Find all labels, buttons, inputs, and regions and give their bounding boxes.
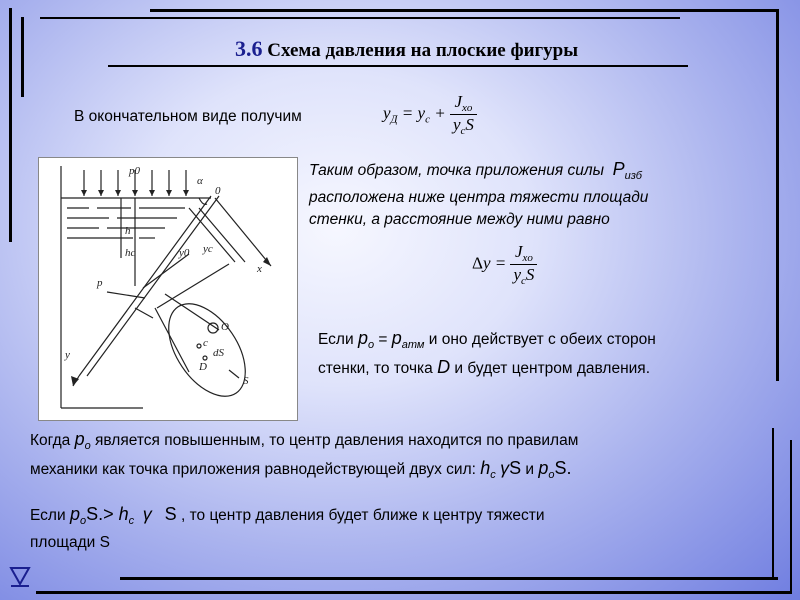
para3-S: S <box>509 458 522 478</box>
title-number: 3.6 <box>235 36 263 61</box>
para3-p-sub: o <box>84 440 91 452</box>
para2-D: D <box>437 357 451 377</box>
para3-gamma: γ <box>500 458 510 478</box>
label-c: c <box>203 337 208 349</box>
para1-line-a: Таким образом, точка приложения силы <box>309 162 605 179</box>
para4-h: h <box>118 504 129 524</box>
label-y: y <box>65 349 70 361</box>
label-p0: p0 <box>129 165 140 177</box>
para4-b: , то центр давления будет ближе к центру тяжести <box>176 507 545 524</box>
navigation-triangle-icon[interactable] <box>9 565 31 587</box>
para4-p-sub: o <box>79 515 87 527</box>
paragraph-center-pressure <box>318 327 774 380</box>
intro-text: В окончательном виде получим <box>74 108 302 125</box>
label-h: h <box>125 225 131 237</box>
paragraph-raised-pressure <box>30 428 770 486</box>
title-text: Схема давления на плоские фигуры <box>267 40 579 61</box>
para2-patm: p <box>391 328 402 348</box>
frame-line-left-vert <box>9 8 12 242</box>
frame-line-right-outer <box>790 440 792 592</box>
diagram-svg <box>39 158 297 420</box>
para4-S: S.> <box>86 504 119 524</box>
para3-p: p <box>74 429 85 449</box>
para2-c: и оно действует с обеих сторон <box>424 331 656 348</box>
para2-d: стенки, то точка <box>318 360 438 377</box>
label-s: S <box>243 375 249 387</box>
label-o-pt: O <box>221 321 229 333</box>
para2-a: Если <box>318 331 358 348</box>
formula-yd: $y_Д = y_c$ + $\frac{J_{xo}}{y_cS}$ <box>383 92 477 137</box>
para4-a: Если <box>30 507 70 524</box>
frame-line-top-right <box>150 9 778 12</box>
para4-p: p <box>69 504 80 524</box>
para3-S2: S. <box>554 458 572 478</box>
frame-line-right-bottom <box>772 428 774 578</box>
label-hc: hc <box>125 247 136 259</box>
label-p: p <box>97 277 103 289</box>
para4-gamma: γ <box>142 504 152 524</box>
paragraph-closer-center <box>30 503 770 554</box>
para3-h-sub: c <box>490 469 496 481</box>
para2-p0: p <box>357 328 368 348</box>
frame-line-top <box>40 17 680 19</box>
frame-line-bottom <box>120 577 778 580</box>
frame-line-right <box>776 9 779 381</box>
frame-line-left <box>21 17 24 97</box>
pressure-diagram <box>38 157 298 421</box>
intro-line <box>74 106 302 128</box>
para3-and: и <box>521 461 539 478</box>
para3-h: h <box>480 458 491 478</box>
label-yc: yc <box>203 243 213 255</box>
symbol-p: P <box>612 159 625 179</box>
para2-p0-sub: o <box>367 339 375 351</box>
label-alpha: α <box>197 175 203 187</box>
para4-c: площади S <box>30 534 110 551</box>
symbol-p-sub: изб <box>624 170 642 182</box>
frame-line-under-title <box>108 65 688 67</box>
para2-e: и будет центром давления. <box>450 360 651 377</box>
label-x: x <box>257 263 262 275</box>
para3-p2: p <box>538 458 549 478</box>
formula-delta-y: Δy = $\frac{J_{xo}}{y_cS}$ <box>472 242 537 287</box>
para3-c: механики как точка приложения равнодействующей двух сил: <box>30 461 481 478</box>
para4-h-sub: c <box>128 515 135 527</box>
label-y0: y0 <box>179 247 190 259</box>
para2-patm-sub: атм <box>401 339 425 351</box>
para1-line-b: расположена ниже центра тяжести площади <box>309 189 649 206</box>
para3-p2-sub: o <box>548 469 555 481</box>
paragraph-point-location <box>309 158 771 231</box>
para1-line-c: стенки, а расстояние между ними равно <box>309 211 610 228</box>
label-d: D <box>199 361 207 373</box>
para3-a: Когда <box>30 432 75 449</box>
frame-line-bottom2 <box>36 591 792 594</box>
label-ds: dS <box>213 347 224 359</box>
label-o: 0 <box>215 185 221 197</box>
para2-b: = <box>374 331 392 348</box>
page-title <box>235 36 578 62</box>
para4-S2: S <box>164 504 177 524</box>
para3-b: является повышенным, то центр давления находится по правилам <box>90 432 579 449</box>
